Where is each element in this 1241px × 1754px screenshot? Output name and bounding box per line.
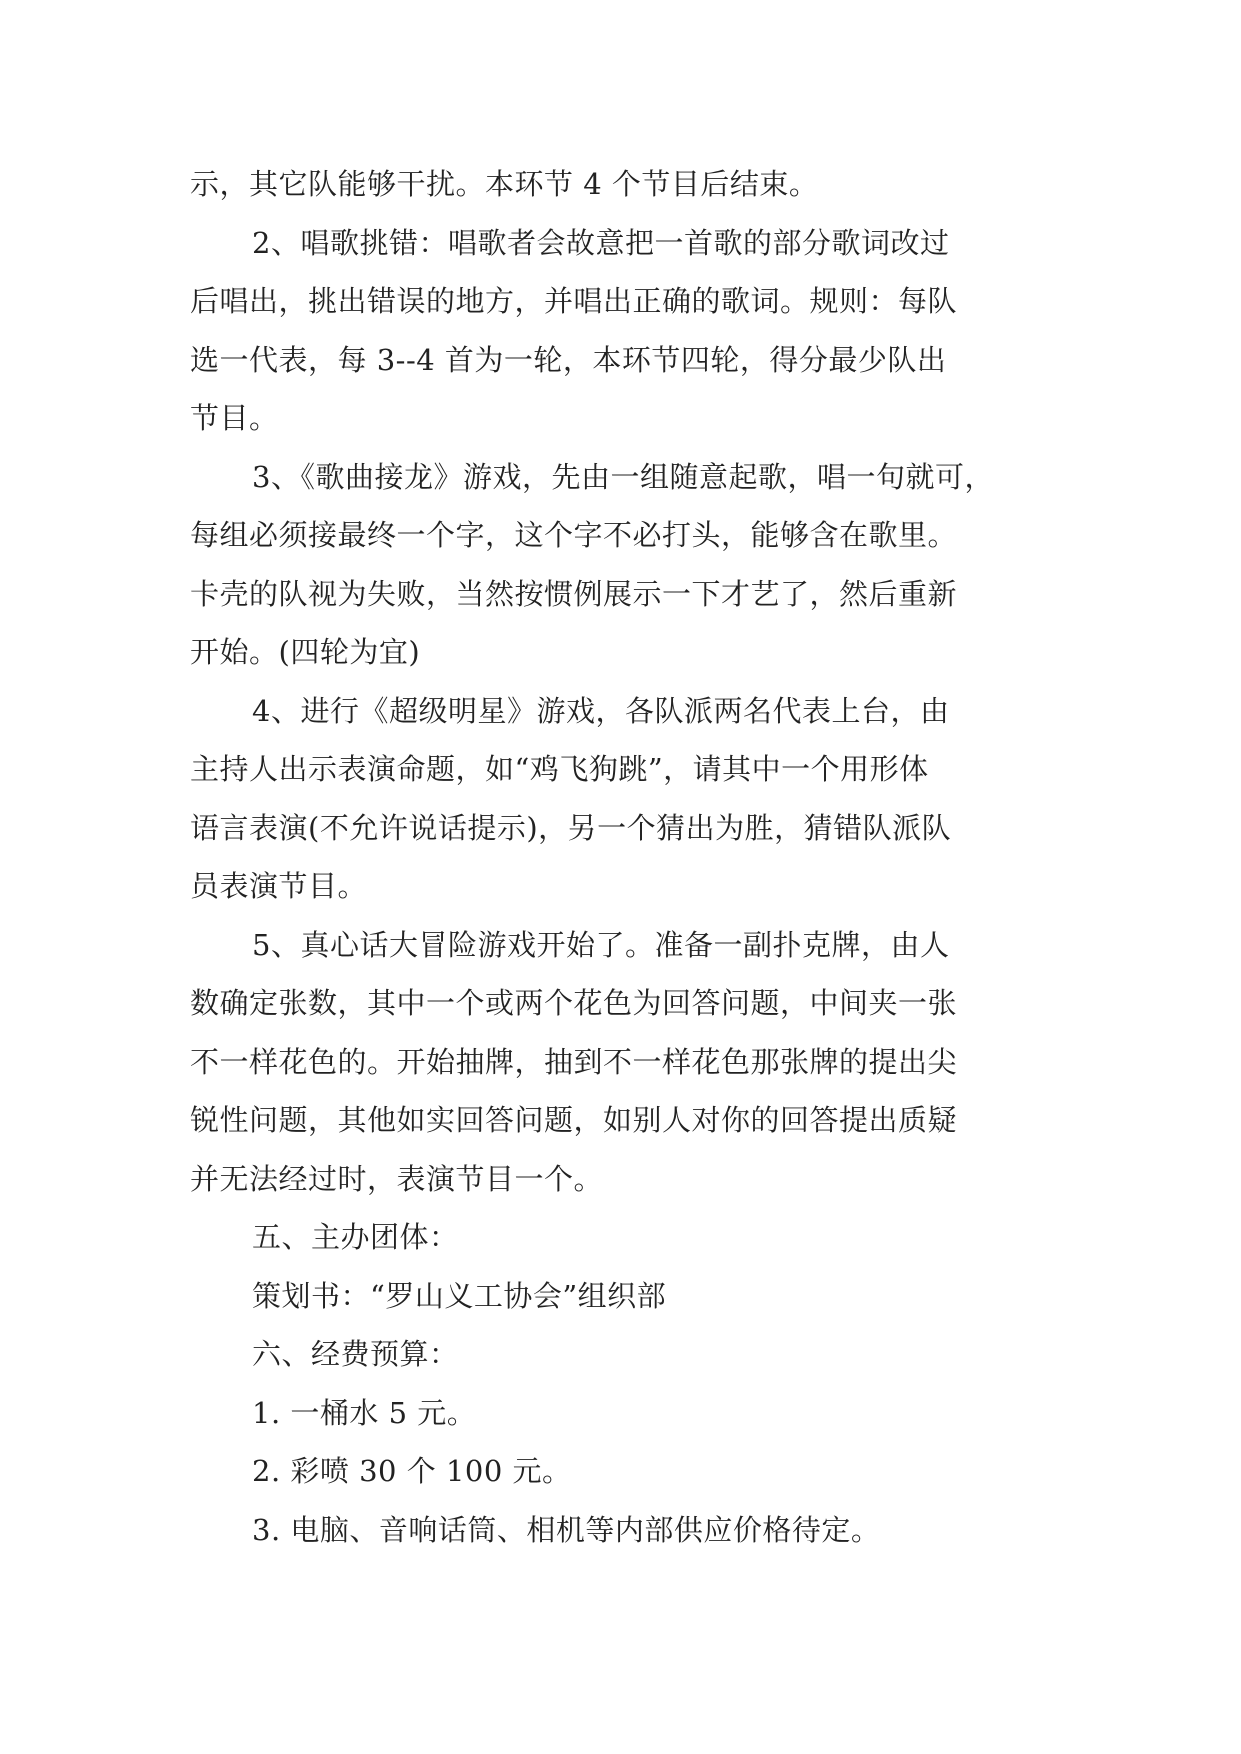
section-heading: 六、经费预算：: [252, 1337, 459, 1371]
text-line: 每组必须接最终一个字，这个字不必打头，能够含在歌里。: [190, 518, 958, 552]
text-line: 锐性问题，其他如实回答问题，如别人对你的回答提出质疑: [190, 1103, 958, 1137]
text-line: 数确定张数，其中一个或两个花色为回答问题，中间夹一张: [190, 986, 958, 1020]
text-line: 3、《歌曲接龙》游戏，先由一组随意起歌，唱一句就可，: [252, 459, 994, 494]
text-line: 4、进行《超级明星》游戏，各队派两名代表上台，由: [252, 693, 950, 728]
text-line: 节目。: [190, 401, 279, 435]
text-line: 主持人出示表演命题，如“鸡飞狗跳”，请其中一个用形体: [190, 752, 929, 786]
text-line: 示，其它队能够干扰。本环节 4 个节目后结束。: [190, 167, 819, 201]
text-line: 策划书：“罗山义工协会”组织部: [252, 1278, 667, 1313]
text-line: 后唱出，挑出错误的地方，并唱出正确的歌词。规则：每队: [190, 284, 958, 318]
text-line: 5、真心话大冒险游戏开始了。准备一副扑克牌，由人: [252, 927, 950, 962]
budget-item: 3. 电脑、音响话筒、相机等内部供应价格待定。: [252, 1512, 881, 1547]
text-line: 卡壳的队视为失败，当然按惯例展示一下才艺了，然后重新: [190, 576, 958, 611]
budget-item: 2. 彩喷 30 个 100 元。: [252, 1454, 572, 1488]
budget-item: 1. 一桶水 5 元。: [252, 1395, 477, 1430]
text-line: 员表演节目。: [190, 869, 368, 903]
text-line: 不一样花色的。开始抽牌，抽到不一样花色那张牌的提出尖: [190, 1044, 958, 1079]
text-line: 开始。(四轮为宜): [190, 635, 421, 669]
document-body: [190, 155, 1065, 1559]
text-line: 并无法经过时，表演节目一个。: [190, 1161, 604, 1196]
text-line: 2、唱歌挑错：唱歌者会故意把一首歌的部分歌词改过: [252, 225, 950, 260]
text-line: 语言表演(不允许说话提示)，另一个猜出为胜，猜错队派队: [190, 810, 952, 845]
section-heading: 五、主办团体：: [252, 1220, 459, 1254]
text-line: 选一代表，每 3--4 首为一轮，本环节四轮，得分最少队出: [190, 342, 947, 377]
